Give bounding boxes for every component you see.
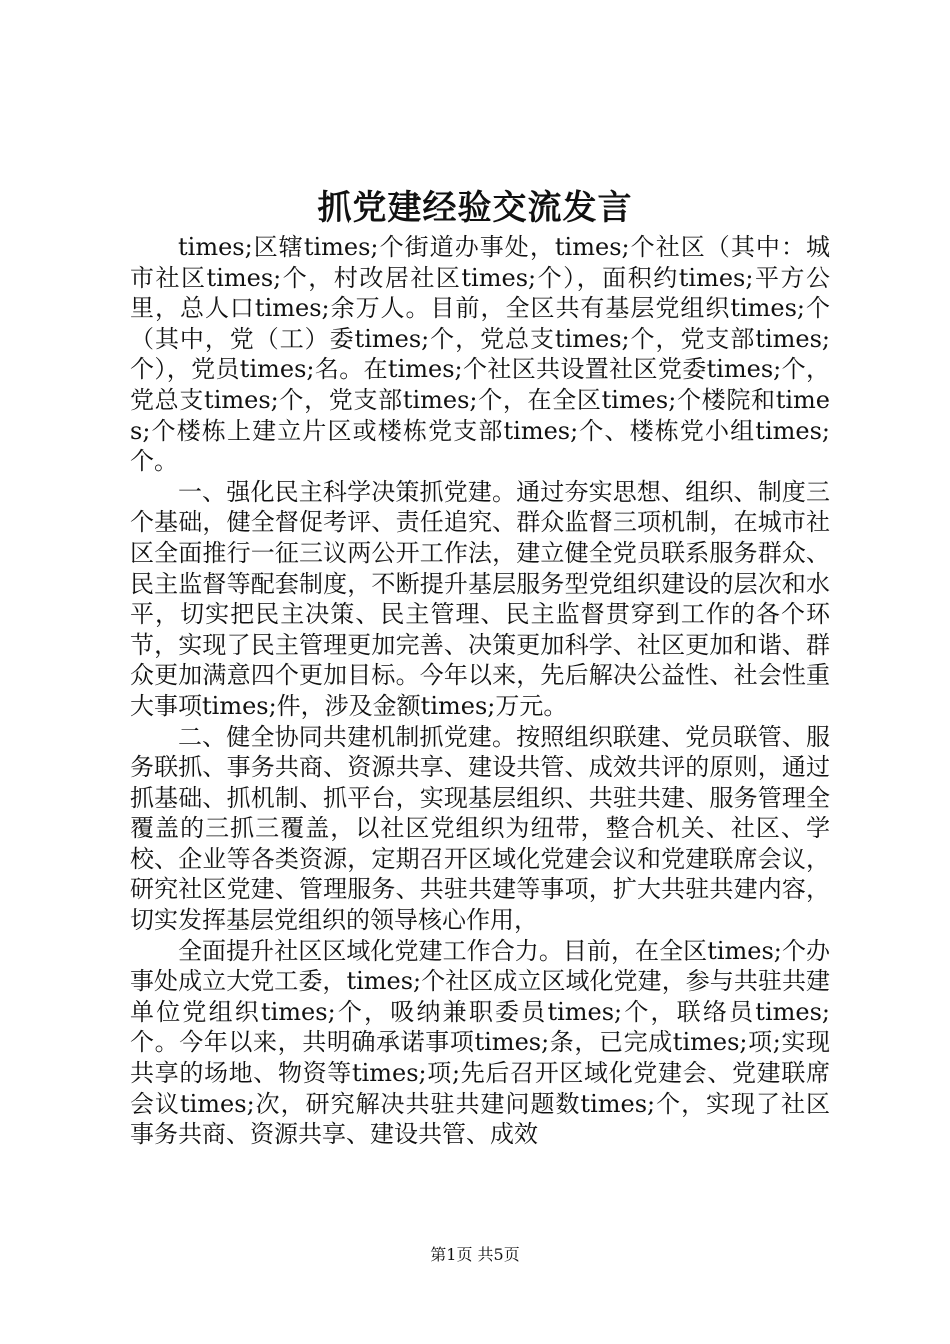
paragraph-section-one: 一、强化民主科学决策抓党建。通过夯实思想、组织、制度三个基础，健全督促考评、责任追究、群众监督三项机制，在城市社区全面推行一征三议两公开工作法，建立健全党员联系服务群众、民主监督等配套制度，不断提升基层服务型党组织建设的层次和水平，切实把民主决策、民主管理、民主监督贯穿到工作的各个环节，实现了民主管理更加完善、决策更加科学、社区更加和谐、群众更加满意四个更加目标。今年以来，先后解决公益性、社会性重大事项times;件，涉及金额times;万元。 bbox=[130, 477, 830, 720]
document-body bbox=[130, 232, 830, 1150]
document-title: 抓党建经验交流发言 bbox=[317, 188, 633, 228]
paragraph-section-two-continued: 全面提升社区区域化党建工作合力。目前，在全区times;个办事处成立大党工委，times;个社区成立区域化党建，参与共驻共建单位党组织times;个，吸纳兼职委员times;个，联络员times;个。今年以来，共明确承诺事项times;条，已完成times;项;实现共享的场地、物资等times;项;先后召开区域化党建会、党建联席会议times;次，研究解决共驻共建问题数times;个，实现了社区事务共商、资源共享、建设共管、成效 bbox=[130, 936, 830, 1149]
paragraph-intro: times;区辖times;个街道办事处，times;个社区（其中：城市社区times;个，村改居社区times;个），面积约times;平方公里，总人口times;余万人。目前，全区共有基层党组织times;个（其中，党（工）委times;个，党总支times;个，党支部times;个），党员times;名。在times;个社区共设置社区党委times;个，党总支times;个，党支部times;个，在全区times;个楼院和times;个楼栋上建立片区或楼栋党支部times;个、楼栋党小组times;个。 bbox=[130, 233, 830, 476]
page-footer: 第1页 共5页 bbox=[430, 1245, 520, 1264]
paragraph-section-two: 二、健全协同共建机制抓党建。按照组织联建、党员联管、服务联抓、事务共商、资源共享、建设共管、成效共评的原则，通过抓基础、抓机制、抓平台，实现基层组织、共驻共建、服务管理全覆盖的三抓三覆盖，以社区党组织为纽带，整合机关、社区、学校、企业等各类资源，定期召开区域化党建会议和党建联席会议，研究社区党建、管理服务、共驻共建等事项，扩大共驻共建内容，切实发挥基层党组织的领导核心作用， bbox=[130, 722, 830, 935]
